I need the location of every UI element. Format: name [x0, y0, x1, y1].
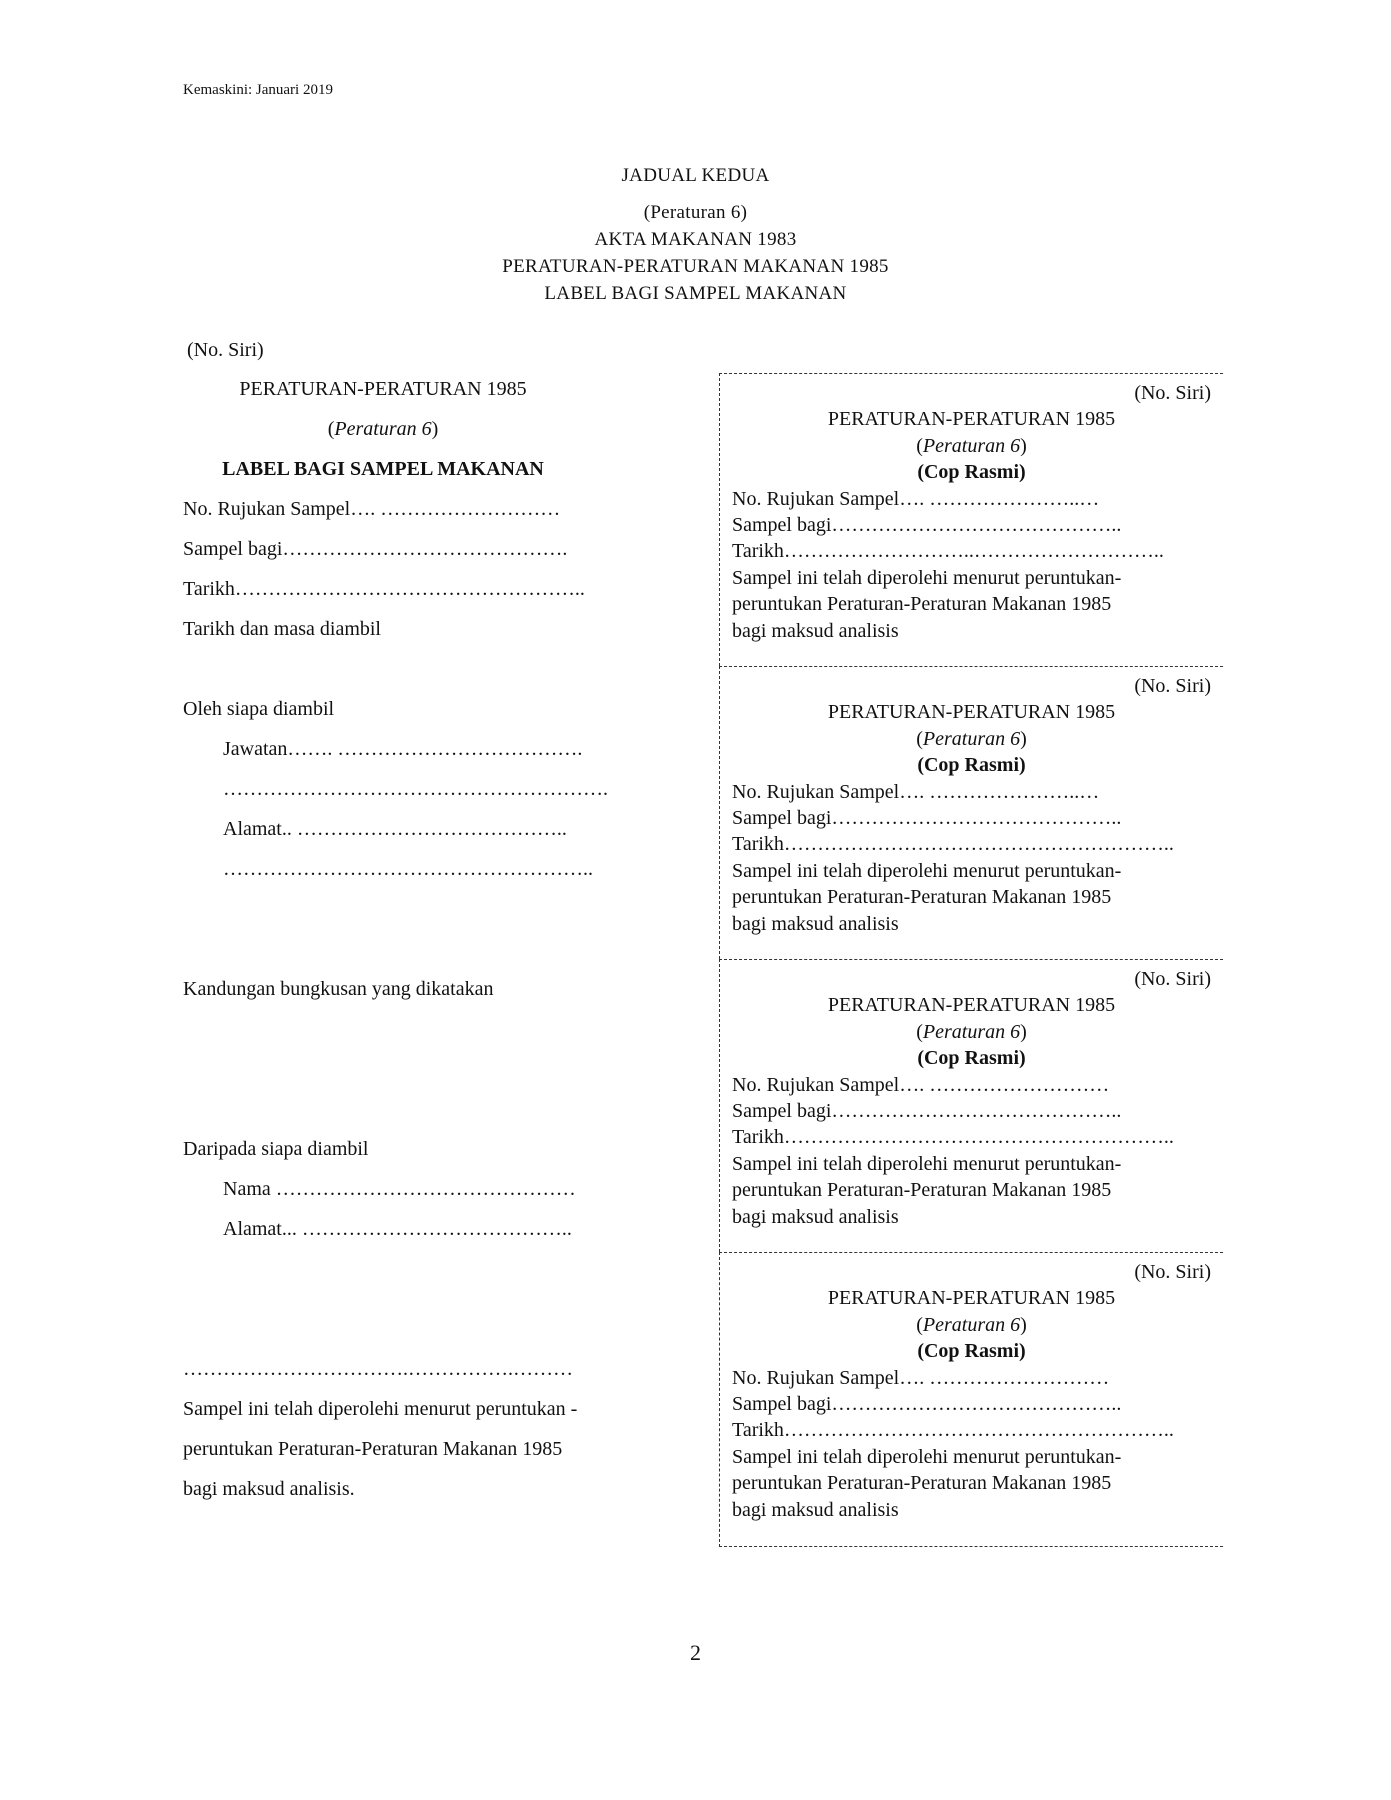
small-label-serial: (No. Siri) [1134, 968, 1211, 990]
paren-close: ) [1020, 434, 1027, 457]
small-label-statement-1: Sampel ini telah diperolehi menurut peruntukan- [732, 1152, 1122, 1175]
paren-close: ) [1020, 1313, 1027, 1336]
small-label-reference: No. Rujukan Sampel…. ……………………… [732, 1073, 1110, 1096]
small-label-statement-3: bagi maksud analisis [732, 1498, 899, 1521]
left-contents-label: Kandungan bungkusan yang dikatakan [183, 978, 494, 1000]
left-reference-field: No. Rujukan Sampel…. ……………………… [183, 498, 561, 520]
document-heading [0, 162, 1391, 307]
left-name-field: Nama ……………………………………… [223, 1178, 576, 1200]
small-label-statement-1: Sampel ini telah diperolehi menurut peruntukan- [732, 1445, 1122, 1468]
heading-regulation: (Peraturan 6) [643, 202, 748, 223]
small-label-date: Tarikh………………………………………………….. [732, 1419, 1174, 1442]
left-regulations: PERATURAN-PERATURAN 1985 [239, 378, 527, 400]
small-label-statement-1: Sampel ini telah diperolehi menurut peruntukan- [732, 859, 1122, 882]
left-signature-line: …………………………….…………….……… [183, 1358, 573, 1380]
paren-open: ( [916, 434, 923, 457]
heading-label-title: LABEL BAGI SAMPEL MAKANAN [544, 283, 847, 304]
small-label-regulations: PERATURAN-PERATURAN 1985 [827, 994, 1116, 1017]
regulation-number: Peraturan 6 [922, 434, 1021, 457]
small-label-seal: (Cop Rasmi) [917, 754, 1026, 777]
small-label-regulations: PERATURAN-PERATURAN 1985 [827, 701, 1116, 724]
paren-close: ) [1020, 727, 1027, 750]
small-label-seal: (Cop Rasmi) [917, 1340, 1026, 1363]
small-label-reference: No. Rujukan Sampel…. …………………..… [732, 487, 1100, 510]
small-label-date: Tarikh………………………………………………….. [732, 833, 1174, 856]
small-label [719, 373, 1223, 666]
small-label-regulation-ref [732, 1312, 1211, 1338]
small-label-seal: (Cop Rasmi) [917, 461, 1026, 484]
left-taken-by-label: Oleh siapa diambil [183, 698, 335, 720]
left-label-title: LABEL BAGI SAMPEL MAKANAN [222, 458, 544, 480]
small-label-statement-2: peruntukan Peraturan-Peraturan Makanan 1985 [732, 1179, 1112, 1202]
left-address-continuation: ……………………………………………….. [223, 858, 593, 880]
paren-close: ) [431, 418, 439, 440]
small-label [719, 959, 1223, 1252]
left-date-field: Tarikh…………………………………………….. [183, 578, 585, 600]
small-label-reference: No. Rujukan Sampel…. ……………………… [732, 1366, 1110, 1389]
small-label-regulation-ref [732, 433, 1211, 459]
left-regulation-ref [183, 418, 583, 441]
left-statement-line-2: peruntukan Peraturan-Peraturan Makanan 1985 [183, 1438, 563, 1460]
small-label-statement-2: peruntukan Peraturan-Peraturan Makanan 1985 [732, 593, 1112, 616]
small-label-statement-1: Sampel ini telah diperolehi menurut peruntukan- [732, 566, 1122, 589]
paren-close: ) [1020, 1020, 1027, 1043]
small-label-regulation-ref [732, 726, 1211, 752]
heading-regulations: PERATURAN-PERATURAN MAKANAN 1985 [502, 256, 889, 277]
small-label-statement-2: peruntukan Peraturan-Peraturan Makanan 1985 [732, 886, 1112, 909]
left-department-continuation: …………………………………………………. [223, 778, 608, 800]
left-sample-for-field: Sampel bagi……………………………………. [183, 538, 568, 560]
left-department-field: Jawatan……. ………………………………. [223, 738, 583, 760]
schedule-title: JADUAL KEDUA [621, 165, 770, 186]
small-label-date: Tarikh………………………..……………………….. [732, 540, 1164, 563]
small-label [719, 1252, 1223, 1547]
small-label-sample-for: Sampel bagi…………………………………….. [732, 1100, 1122, 1123]
page-number: 2 [690, 1640, 701, 1665]
left-address-field: Alamat.. ………………………………….. [223, 818, 567, 840]
small-label [719, 666, 1223, 959]
left-serial: (No. Siri) [187, 339, 264, 361]
small-label-serial: (No. Siri) [1134, 382, 1211, 404]
small-label-seal: (Cop Rasmi) [917, 1047, 1026, 1070]
last-updated-note: Kemaskini: Januari 2019 [183, 82, 333, 98]
small-labels-column [719, 373, 1223, 1547]
small-label-statement-2: peruntukan Peraturan-Peraturan Makanan 1985 [732, 1472, 1112, 1495]
small-label-sample-for: Sampel bagi…………………………………….. [732, 1393, 1122, 1416]
small-label-serial: (No. Siri) [1134, 1261, 1211, 1283]
left-taken-from-label: Daripada siapa diambil [183, 1138, 369, 1160]
small-label-statement-3: bagi maksud analisis [732, 619, 899, 642]
regulation-number: Peraturan 6 [334, 418, 432, 440]
small-label-regulations: PERATURAN-PERATURAN 1985 [827, 408, 1116, 431]
small-label-serial: (No. Siri) [1134, 675, 1211, 697]
paren-open: ( [327, 418, 335, 440]
left-statement-line-1: Sampel ini telah diperolehi menurut peruntukan - [183, 1398, 578, 1420]
small-label-sample-for: Sampel bagi…………………………………….. [732, 514, 1122, 537]
left-address2-field: Alamat... ………………………………….. [223, 1218, 572, 1240]
left-date-time-field: Tarikh dan masa diambil [183, 618, 381, 640]
small-label-date: Tarikh………………………………………………….. [732, 1126, 1174, 1149]
paren-open: ( [916, 1313, 923, 1336]
regulation-number: Peraturan 6 [922, 727, 1021, 750]
small-label-regulation-ref [732, 1019, 1211, 1045]
small-label-sample-for: Sampel bagi…………………………………….. [732, 807, 1122, 830]
small-label-statement-3: bagi maksud analisis [732, 1205, 899, 1228]
small-label-regulations: PERATURAN-PERATURAN 1985 [827, 1287, 1116, 1310]
regulation-number: Peraturan 6 [922, 1313, 1021, 1336]
heading-act: AKTA MAKANAN 1983 [594, 229, 797, 250]
small-label-reference: No. Rujukan Sampel…. …………………..… [732, 780, 1100, 803]
paren-open: ( [916, 727, 923, 750]
small-label-statement-3: bagi maksud analisis [732, 912, 899, 935]
paren-open: ( [916, 1020, 923, 1043]
regulation-number: Peraturan 6 [922, 1020, 1021, 1043]
left-statement-line-3: bagi maksud analisis. [183, 1478, 355, 1500]
